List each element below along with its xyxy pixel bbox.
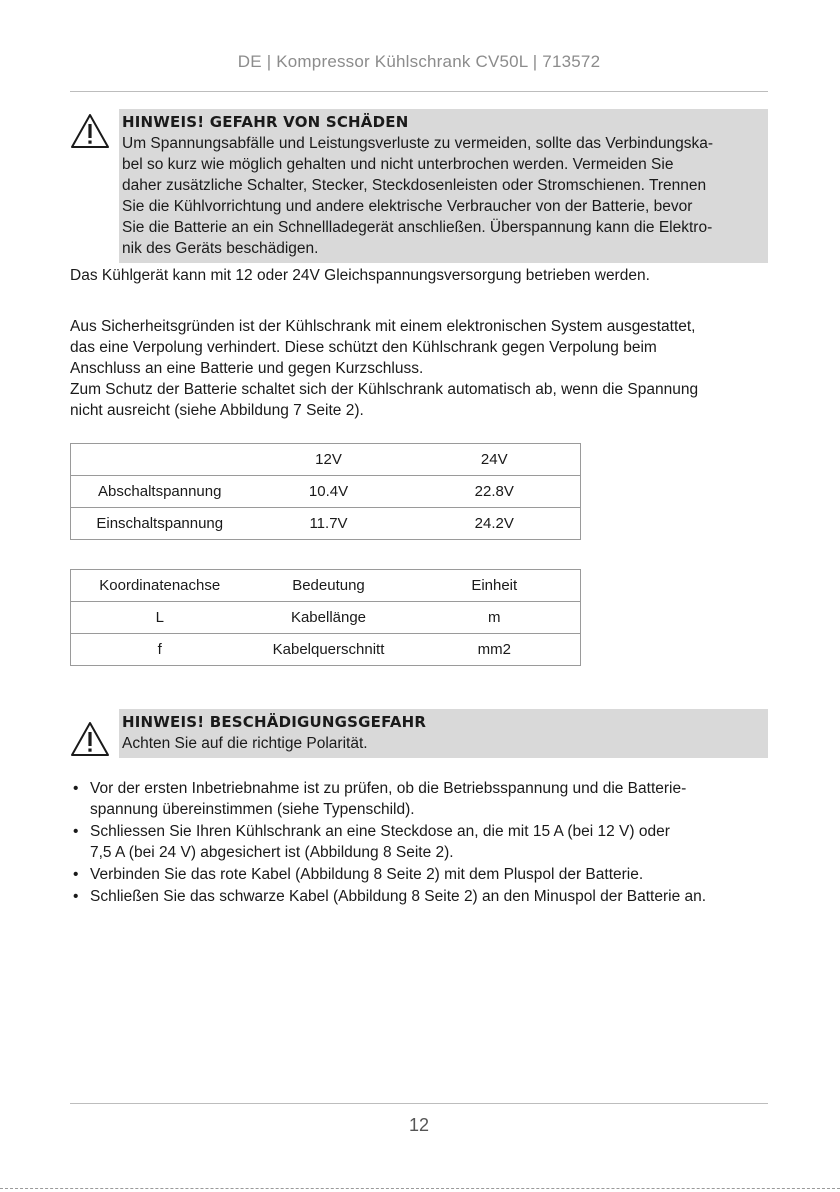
notice-line: daher zusätzliche Schalter, Stecker, Steckdosenleisten oder Stromschienen. Trennen xyxy=(122,177,707,194)
table-cell: 11.7V xyxy=(249,508,409,540)
bullet-icon: • xyxy=(73,780,79,797)
table-header-row xyxy=(71,444,581,476)
page-edge-divider xyxy=(0,1188,840,1189)
table-cell: Einschaltspannung xyxy=(71,508,249,540)
notice-line: Sie die Kühlvorrichtung und andere elektrische Verbraucher von der Batterie, bevor xyxy=(122,198,693,215)
table-cell: m xyxy=(409,602,581,634)
list-item-line: Verbinden Sie das rote Kabel (Abbildung 8 Seite 2) mit dem Pluspol der Batterie. xyxy=(90,866,644,883)
paragraph-line: das eine Verpolung verhindert. Diese schützt den Kühlschrank gegen Verpolung beim xyxy=(70,339,657,356)
voltage-table xyxy=(70,443,581,540)
page-header: DE | Kompressor Kühlschrank CV50L | 713572 xyxy=(237,52,601,71)
table-cell: L xyxy=(71,602,249,634)
instruction-list xyxy=(70,778,770,908)
page-number: 12 xyxy=(408,1115,430,1135)
list-item xyxy=(70,778,770,820)
table-header-cell: Einheit xyxy=(409,570,581,602)
list-item xyxy=(70,821,770,863)
notice-polarity xyxy=(119,709,768,758)
list-item-line: spannung übereinstimmen (siehe Typenschild). xyxy=(90,801,415,818)
warning-triangle-icon xyxy=(70,721,110,757)
bullet-icon: • xyxy=(73,823,79,840)
list-item xyxy=(70,886,770,907)
bullet-icon: • xyxy=(73,888,79,905)
table-cell: f xyxy=(71,634,249,666)
paragraph-polarity-protection xyxy=(70,316,770,379)
notice-line: Sie die Batterie an ein Schnellladegerät anschließen. Überspannung kann die Elektro- xyxy=(122,219,713,236)
paragraph-battery-protection xyxy=(70,379,770,421)
notice-line: nik des Geräts beschädigen. xyxy=(122,240,319,257)
notice-line: bel so kurz wie möglich gehalten und nicht unterbrochen werden. Vermeiden Sie xyxy=(122,156,674,173)
table-row xyxy=(71,602,581,634)
table-row xyxy=(71,476,581,508)
notice-title: HINWEIS! GEFAHR VON SCHÄDEN xyxy=(122,113,409,131)
bullet-icon: • xyxy=(73,866,79,883)
list-item-line: Schliessen Sie Ihren Kühlschrank an eine Steckdose an, die mit 15 A (bei 12 V) oder xyxy=(90,823,670,840)
list-item xyxy=(70,864,770,885)
cable-table xyxy=(70,569,581,666)
table-cell: mm2 xyxy=(409,634,581,666)
paragraph-line: Anschluss an eine Batterie und gegen Kurzschluss. xyxy=(70,360,424,377)
table-cell: Kabelquerschnitt xyxy=(249,634,409,666)
table-cell: 24.2V xyxy=(409,508,581,540)
notice-title: HINWEIS! BESCHÄDIGUNGSGEFAHR xyxy=(122,713,427,731)
list-item-line: Schließen Sie das schwarze Kabel (Abbildung 8 Seite 2) an den Minuspol der Batterie an. xyxy=(90,888,707,905)
table-header-cell: 24V xyxy=(409,444,581,476)
paragraph-line: Aus Sicherheitsgründen ist der Kühlschrank mit einem elektronischen System ausgestattet, xyxy=(70,318,696,335)
footer-divider xyxy=(70,1103,768,1104)
paragraph-line: Zum Schutz der Batterie schaltet sich der Kühlschrank automatisch ab, wenn die Spannung xyxy=(70,381,699,398)
table-cell: 10.4V xyxy=(249,476,409,508)
table-row xyxy=(71,508,581,540)
table-header-row xyxy=(71,570,581,602)
table-row xyxy=(71,634,581,666)
table-header-cell: Koordinatenachse xyxy=(71,570,249,602)
table-header-cell xyxy=(71,444,249,476)
list-item-line: Vor der ersten Inbetriebnahme ist zu prüfen, ob die Betriebsspannung und die Batterie- xyxy=(90,780,687,797)
table-cell: Abschaltspannung xyxy=(71,476,249,508)
list-item-line: 7,5 A (bei 24 V) abgesichert ist (Abbildung 8 Seite 2). xyxy=(90,844,454,861)
header-divider xyxy=(70,91,768,92)
table-header-cell: Bedeutung xyxy=(249,570,409,602)
paragraph-power-supply: Das Kühlgerät kann mit 12 oder 24V Gleichspannungsversorgung betrieben werden. xyxy=(70,267,650,284)
notice-line: Um Spannungsabfälle und Leistungsverluste zu vermeiden, sollte das Verbindungska- xyxy=(122,135,714,152)
table-header-cell: 12V xyxy=(249,444,409,476)
notice-damage-hazard xyxy=(119,109,768,263)
warning-triangle-icon xyxy=(70,113,110,149)
paragraph-line: nicht ausreicht (siehe Abbildung 7 Seite 2). xyxy=(70,402,364,419)
table-cell: Kabellänge xyxy=(249,602,409,634)
notice-text: Achten Sie auf die richtige Polarität. xyxy=(122,735,368,752)
table-cell: 22.8V xyxy=(409,476,581,508)
